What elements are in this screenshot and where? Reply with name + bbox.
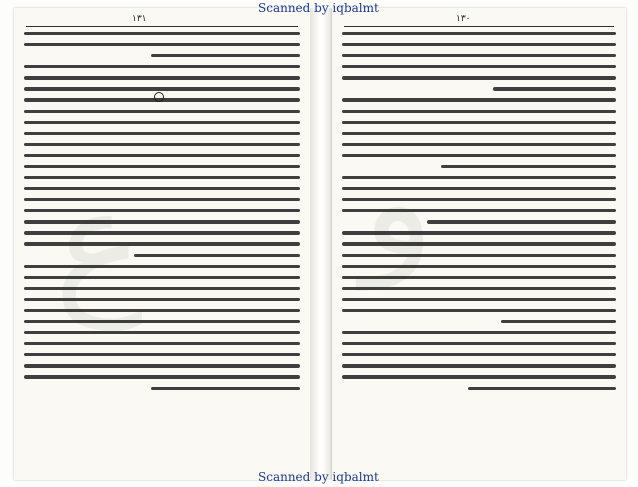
text-line [24, 342, 300, 345]
scan-watermark-bottom: Scanned by iqbalmt [258, 470, 379, 484]
text-line [24, 43, 300, 46]
text-line [24, 87, 300, 90]
text-line [342, 342, 616, 345]
text-line [24, 209, 300, 212]
text-line [468, 387, 616, 390]
text-line [342, 154, 616, 157]
text-line [342, 176, 616, 179]
right-page-number: ۱۳۰ [456, 14, 471, 24]
text-line [342, 187, 616, 190]
text-line [342, 110, 616, 113]
text-line [151, 54, 300, 57]
text-line [24, 364, 300, 367]
text-line [24, 331, 300, 334]
text-line [24, 32, 300, 35]
text-line [24, 132, 300, 135]
left-page-number: ۱۳۱ [132, 14, 147, 24]
book-gutter [310, 8, 332, 480]
text-line [342, 364, 616, 367]
text-line [24, 309, 300, 312]
text-line [24, 375, 300, 378]
text-line [342, 65, 616, 68]
text-line [342, 43, 616, 46]
text-line [342, 331, 616, 334]
text-line [24, 276, 300, 279]
text-line [24, 353, 300, 356]
text-line [342, 309, 616, 312]
text-line [342, 132, 616, 135]
text-line [342, 32, 616, 35]
left-text-block [24, 32, 300, 472]
scan-watermark-top: Scanned by iqbalmt [258, 1, 379, 15]
left-header-rule [26, 26, 298, 27]
text-line [342, 76, 616, 79]
text-line [24, 98, 300, 101]
text-line [342, 375, 616, 378]
text-line [24, 242, 300, 245]
text-line [24, 320, 300, 323]
text-line [24, 298, 300, 301]
text-line [493, 87, 616, 90]
text-line [134, 254, 300, 257]
text-line [24, 165, 300, 168]
text-line [342, 298, 616, 301]
text-line [24, 65, 300, 68]
text-line [342, 254, 616, 257]
text-line [342, 242, 616, 245]
text-line [342, 98, 616, 101]
text-line [342, 265, 616, 268]
text-line [342, 54, 616, 57]
text-line [24, 187, 300, 190]
text-line [24, 110, 300, 113]
text-line [342, 353, 616, 356]
right-text-block [342, 32, 616, 472]
text-line [151, 387, 300, 390]
text-line [24, 220, 300, 223]
right-header-rule [344, 26, 614, 27]
text-line [24, 143, 300, 146]
right-page [332, 8, 626, 480]
text-line [501, 320, 616, 323]
text-line [24, 121, 300, 124]
text-line [24, 76, 300, 79]
left-page [14, 8, 310, 480]
text-line [342, 209, 616, 212]
text-line [24, 154, 300, 157]
text-line [342, 121, 616, 124]
text-line [342, 287, 616, 290]
text-line [342, 231, 616, 234]
text-line [24, 176, 300, 179]
text-line [342, 143, 616, 146]
text-line [342, 198, 616, 201]
text-line [427, 220, 616, 223]
text-line [24, 265, 300, 268]
text-line [24, 231, 300, 234]
text-line [24, 198, 300, 201]
text-line [441, 165, 616, 168]
right-background-calligraphy: ﻭ [362, 116, 435, 290]
text-line [342, 276, 616, 279]
text-line [24, 287, 300, 290]
